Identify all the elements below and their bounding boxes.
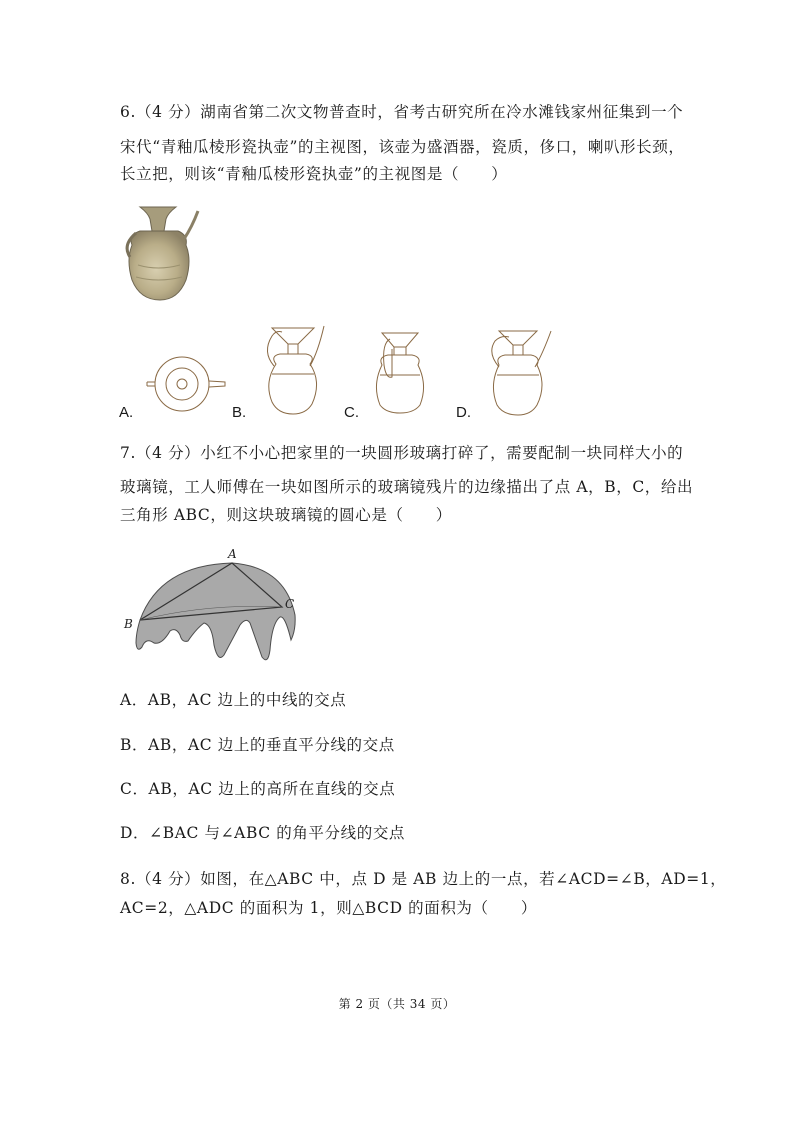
q8-text-line-2: AC=2，△ADC 的面积为 1，则△BCD 的面积为（ ） bbox=[120, 899, 537, 917]
q7-option-d[interactable]: D．∠BAC 与∠ABC 的角平分线的交点 bbox=[120, 824, 406, 842]
point-c-label: C bbox=[285, 597, 295, 611]
q7-text-line-1: 7.（4 分）小红不小心把家里的一块圆形玻璃打碎了，需要配制一块同样大小的 bbox=[120, 444, 684, 462]
q6-option-c[interactable]: C. bbox=[344, 404, 359, 421]
ewer-photo bbox=[118, 205, 200, 305]
q6-option-b-drawing bbox=[258, 322, 328, 416]
point-b-label: B bbox=[124, 617, 133, 631]
q7-text-line-3: 三角形 ABC，则这块玻璃镜的圆心是（ ） bbox=[120, 506, 452, 524]
q8-text-line-1: 8.（4 分）如图，在△ABC 中，点 D 是 AB 边上的一点，若∠ACD=∠B，AD=1， bbox=[120, 870, 727, 888]
q6-text-line-2: 宋代“青釉瓜棱形瓷执壶”的主视图，该壶为盛酒器，瓷质，侈口，喇叭形长颈， bbox=[120, 138, 685, 156]
page-footer: 第 2 页（共 34 页） bbox=[338, 997, 456, 1011]
q6-option-a[interactable]: A. bbox=[119, 404, 134, 421]
q6-option-d[interactable]: D. bbox=[456, 404, 471, 421]
q6-option-c-drawing bbox=[370, 325, 430, 417]
q6-option-a-drawing bbox=[145, 355, 227, 415]
q7-text-line-2: 玻璃镜，工人师傅在一块如图所示的玻璃镜残片的边缘描出了点 A，B，C，给出 bbox=[120, 478, 694, 496]
point-a-label: A bbox=[228, 547, 237, 561]
q6-text-line-1: 6.（4 分）湖南省第二次文物普查时，省考古研究所在冷水滩钱家州征集到一个 bbox=[120, 103, 684, 121]
q6-text-line-3: 长立把，则该“青釉瓜棱形瓷执壶”的主视图是（ ） bbox=[120, 165, 508, 183]
q7-option-c[interactable]: C．AB，AC 边上的高所在直线的交点 bbox=[120, 780, 396, 798]
q6-option-b[interactable]: B. bbox=[232, 404, 247, 421]
broken-mirror-figure bbox=[120, 545, 305, 670]
q7-option-a[interactable]: A．AB，AC 边上的中线的交点 bbox=[120, 691, 347, 709]
q6-option-d-drawing bbox=[485, 325, 555, 417]
q7-option-b[interactable]: B．AB，AC 边上的垂直平分线的交点 bbox=[120, 736, 395, 754]
